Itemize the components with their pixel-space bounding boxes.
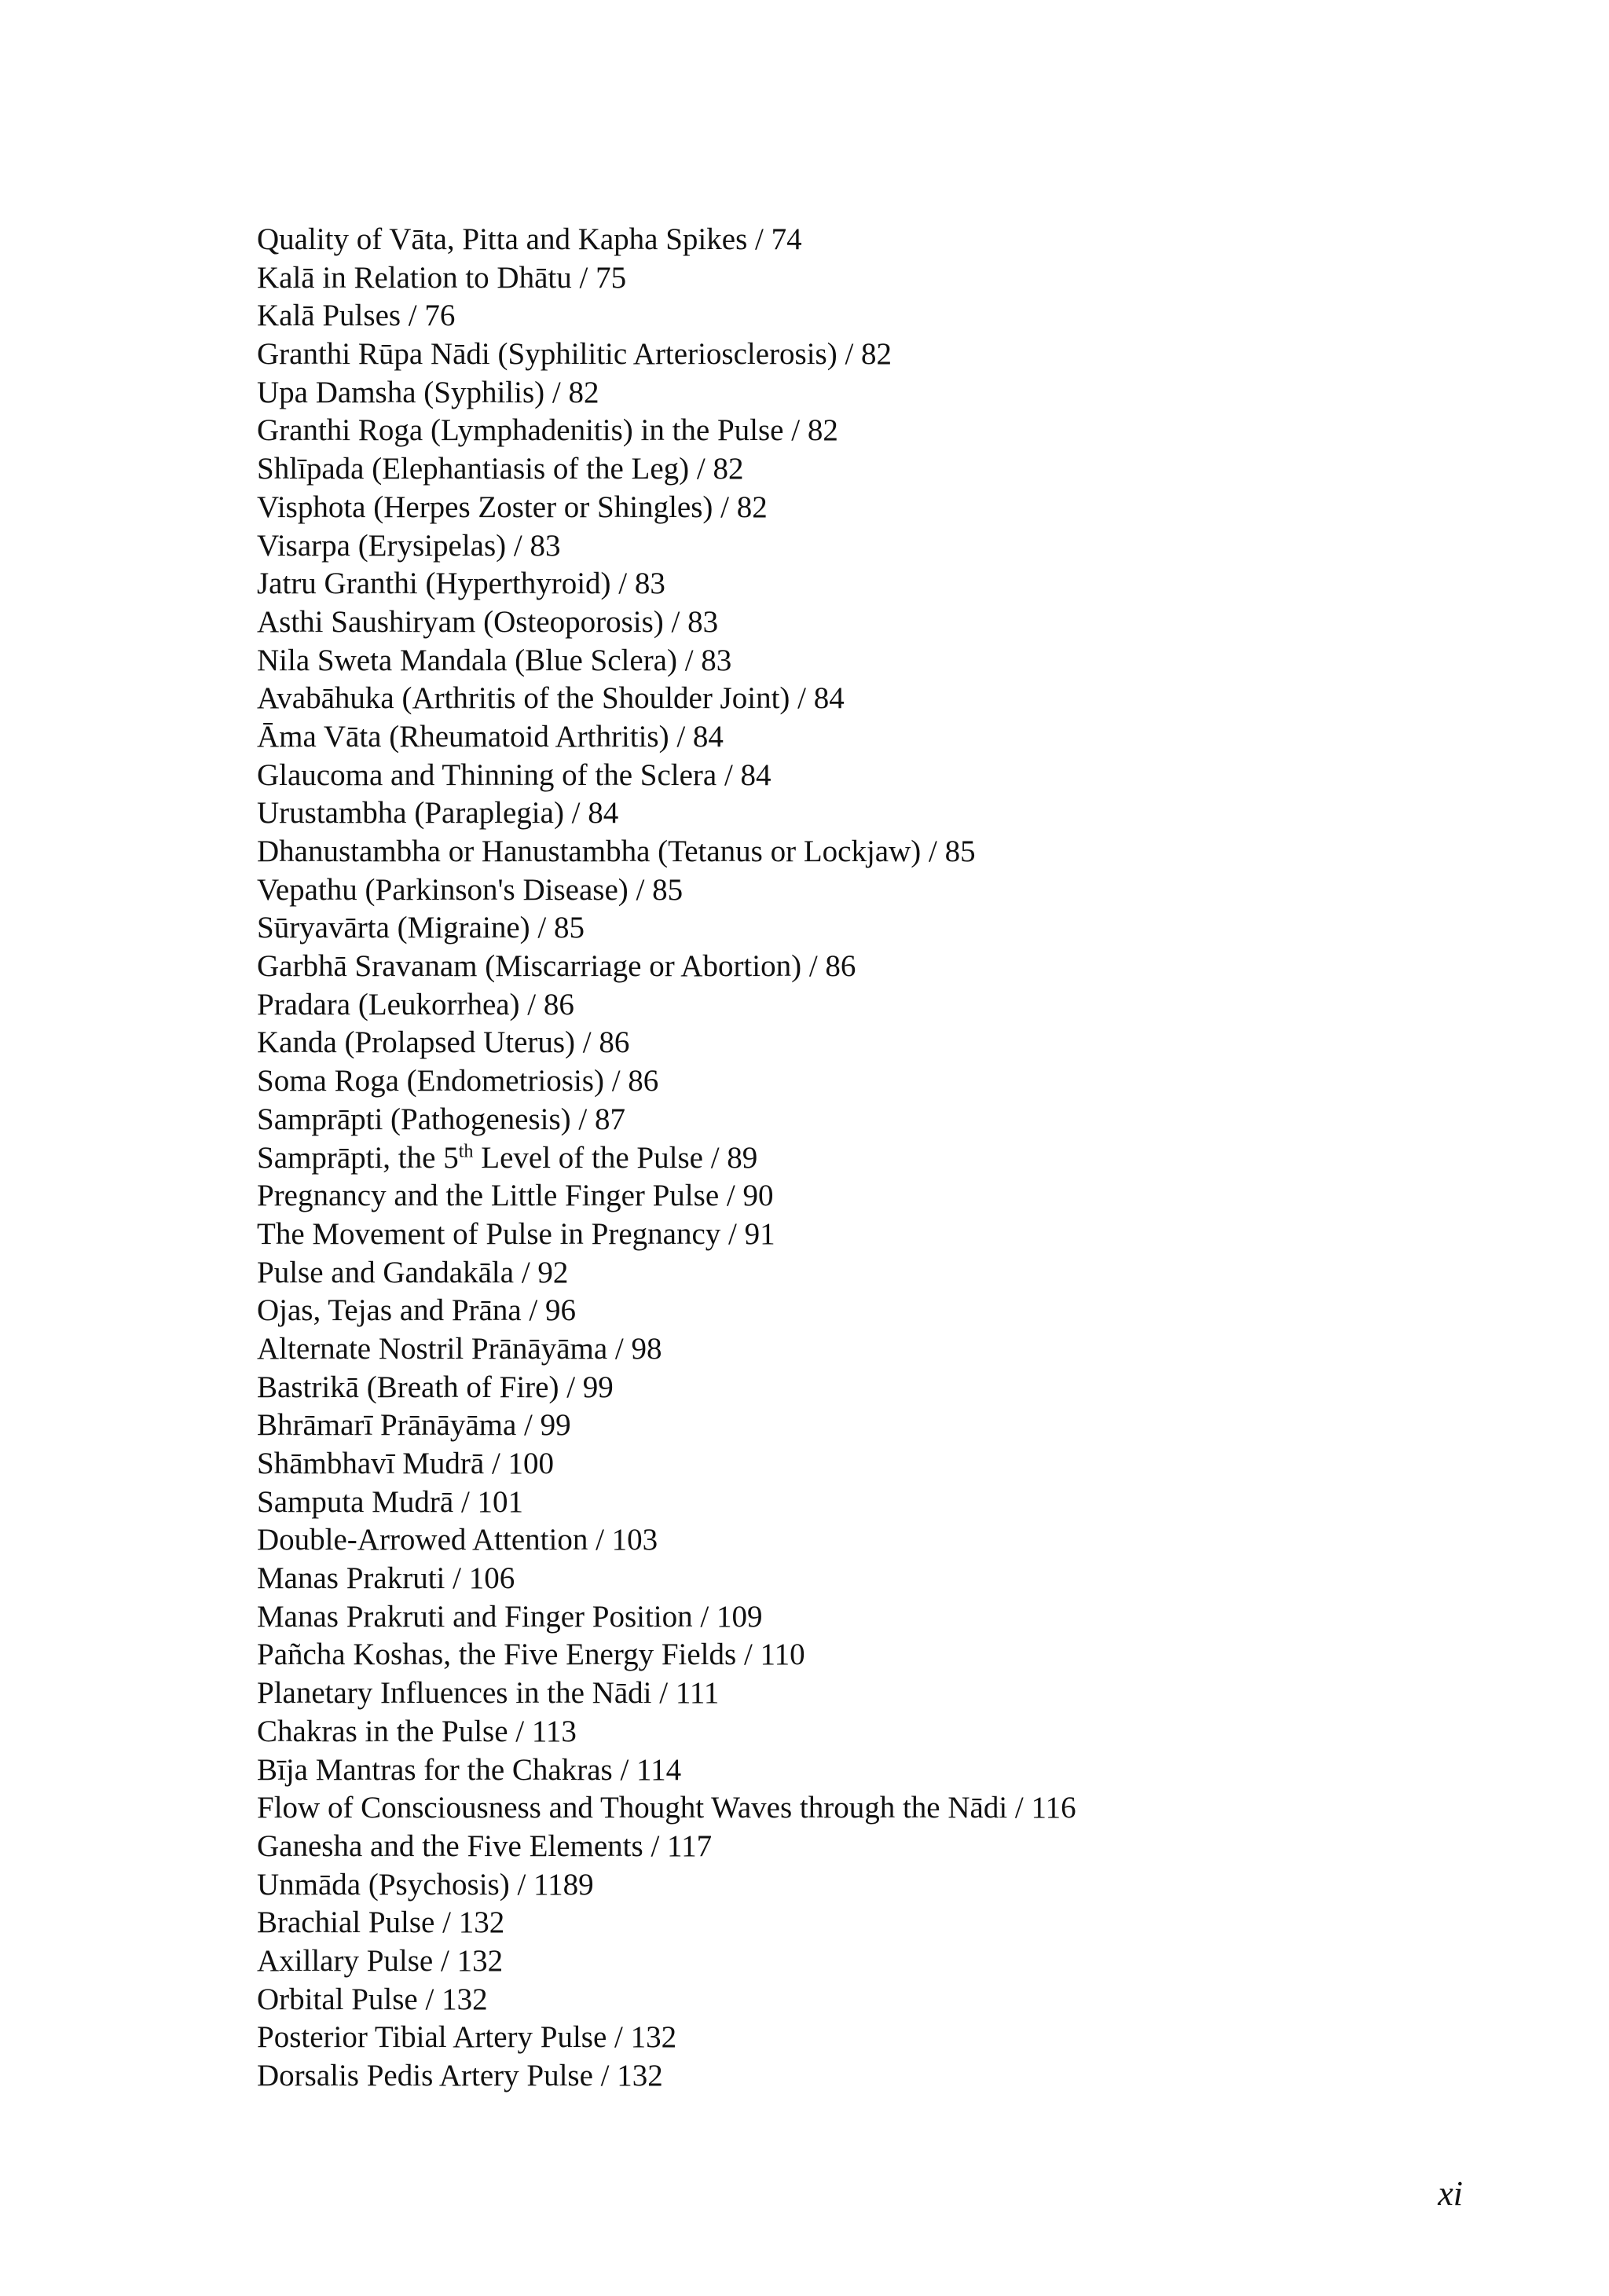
toc-entry: Bastrikā (Breath of Fire) / 99	[257, 1370, 614, 1404]
toc-entry: Visphota (Herpes Zoster or Shingles) / 82	[257, 490, 768, 524]
toc-entry: Kalā Pulses / 76	[257, 299, 456, 333]
toc-list	[257, 221, 1553, 2096]
toc-entry: Urustambha (Paraplegia) / 84	[257, 796, 619, 831]
toc-entry: Quality of Vāta, Pitta and Kapha Spikes / 74	[257, 222, 802, 256]
toc-entry: Dhanustambha or Hanustambha (Tetanus or Lockjaw) / 85	[257, 834, 976, 868]
toc-entry: Sūryavārta (Migraine) / 85	[257, 911, 585, 945]
toc-entry: Asthi Saushiryam (Osteoporosis) / 83	[257, 604, 719, 639]
toc-entry: Pañcha Koshas, the Five Energy Fields / 110	[257, 1638, 805, 1672]
toc-entry: Ganesha and the Five Elements / 117	[257, 1828, 713, 1863]
toc-entry: Alternate Nostril Prānāyāma / 98	[257, 1331, 662, 1366]
toc-entry: Upa Damsha (Syphilis) / 82	[257, 375, 599, 409]
toc-entry: Bhrāmarī Prānāyāma / 99	[257, 1408, 571, 1443]
toc-entry: Unmāda (Psychosis) / 1189	[257, 1867, 594, 1902]
toc-entry: Brachial Pulse / 132	[257, 1905, 505, 1940]
toc-entry: Axillary Pulse / 132	[257, 1943, 504, 1978]
toc-entry: Posterior Tibial Artery Pulse / 132	[257, 2020, 677, 2055]
toc-entry: Orbital Pulse / 132	[257, 1982, 488, 2016]
toc-entry: Visarpa (Erysipelas) / 83	[257, 528, 561, 563]
page-number: xi	[1438, 2174, 1463, 2213]
toc-entry: Jatru Granthi (Hyperthyroid) / 83	[257, 567, 665, 601]
toc-entry: Shlīpada (Elephantiasis of the Leg) / 82	[257, 452, 744, 486]
toc-entry: Avabāhuka (Arthritis of the Shoulder Joint) / 84	[257, 681, 845, 716]
toc-entry: Shāmbhavī Mudrā / 100	[257, 1447, 555, 1480]
toc-entry: Manas Prakruti / 106	[257, 1561, 515, 1596]
toc-entry: Dorsalis Pedis Artery Pulse / 132	[257, 2059, 663, 2092]
toc-entry: Double-Arrowed Attention / 103	[257, 1523, 658, 1557]
toc-entry: Pregnancy and the Little Finger Pulse / 90	[257, 1179, 774, 1213]
toc-entry: Glaucoma and Thinning of the Sclera / 84	[257, 757, 772, 792]
toc-entry: The Movement of Pulse in Pregnancy / 91	[257, 1216, 775, 1251]
toc-entry: Ojas, Tejas and Prāna / 96	[257, 1293, 576, 1328]
toc-entry: Garbhā Sravanam (Miscarriage or Abortion) / 86	[257, 949, 856, 984]
toc-entry: Granthi Roga (Lymphadenitis) in the Pulse / 82	[257, 413, 838, 448]
toc-entry: Granthi Rūpa Nādi (Syphilitic Arteriosclerosis) / 82	[257, 337, 892, 372]
toc-entry: Nila Sweta Mandala (Blue Sclera) / 83	[257, 643, 732, 677]
toc-entry: Pradara (Leukorrhea) / 86	[257, 987, 574, 1021]
toc-entry: Vepathu (Parkinson's Disease) / 85	[257, 872, 684, 907]
toc-entry: Samprāpti (Pathogenesis) / 87	[257, 1102, 626, 1136]
toc-entry: Manas Prakruti and Finger Position / 109	[257, 1599, 763, 1634]
toc-entry: Flow of Consciousness and Thought Waves through the Nādi / 116	[257, 1791, 1076, 1825]
toc-entry: Pulse and Gandakāla / 92	[257, 1255, 569, 1289]
toc-entry: Kalā in Relation to Dhātu / 75	[257, 260, 627, 295]
toc-entry: Samprāpti, the 5th Level of the Pulse / 89	[257, 1140, 758, 1175]
toc-entry: Kanda (Prolapsed Uterus) / 86	[257, 1025, 630, 1060]
toc-entry: Āma Vāta (Rheumatoid Arthritis) / 84	[257, 719, 724, 754]
toc-entry: Bīja Mantras for the Chakras / 114	[257, 1752, 682, 1787]
toc-entry: Chakras in the Pulse / 113	[257, 1714, 577, 1748]
toc-entry: Samputa Mudrā / 101	[257, 1484, 524, 1519]
toc-entry: Planetary Influences in the Nādi / 111	[257, 1676, 720, 1711]
toc-entry: Soma Roga (Endometriosis) / 86	[257, 1064, 659, 1098]
